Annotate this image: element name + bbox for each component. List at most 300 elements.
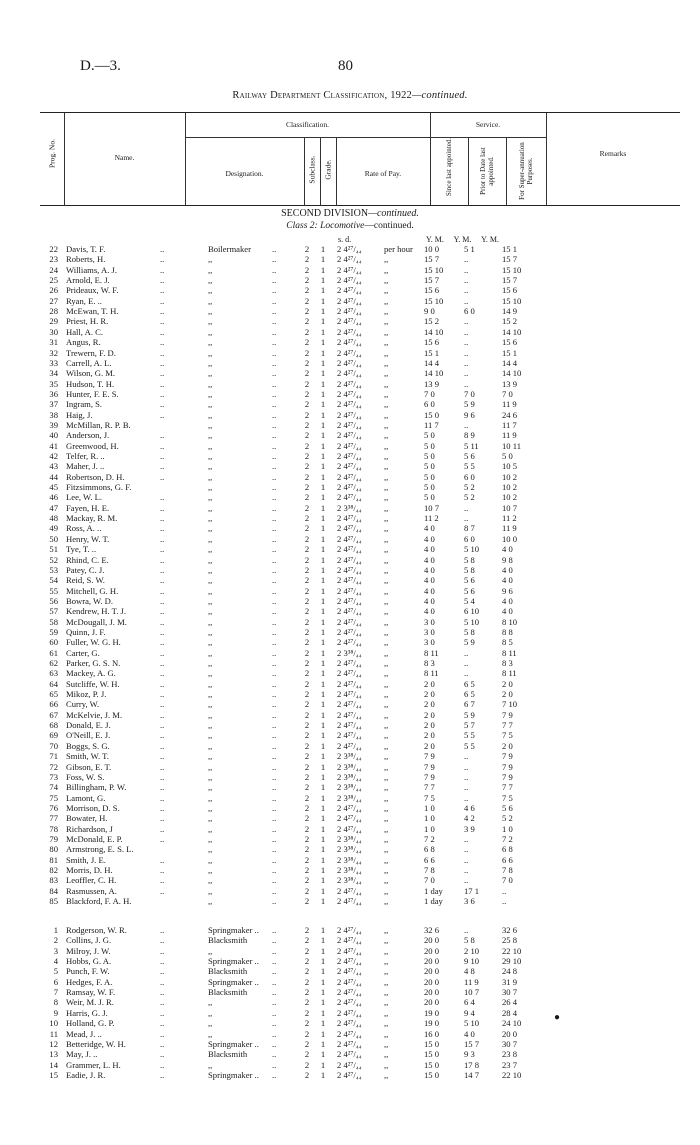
leader-dots: .. bbox=[272, 896, 277, 907]
leader-dots: .. bbox=[272, 347, 277, 358]
table-row bbox=[0, 534, 700, 544]
rate-unit: ,, bbox=[384, 492, 389, 503]
leader-dots: .. bbox=[272, 945, 277, 956]
service-prior: 6 0 bbox=[464, 306, 475, 317]
subclass: 2 bbox=[304, 254, 310, 265]
rate-of-pay: 2 4²⁷/₄₄ bbox=[337, 275, 362, 286]
service-since-last: 15 2 bbox=[424, 316, 440, 327]
subclass: 2 bbox=[304, 430, 310, 441]
subclass: 2 bbox=[304, 275, 310, 286]
leader-dots: .. bbox=[160, 544, 165, 555]
rate-of-pay: 2 4²⁷/₄₄ bbox=[337, 326, 362, 337]
prog-no: 52 bbox=[49, 554, 58, 565]
designation: ,, bbox=[208, 833, 213, 844]
service-superannuation: 10 2 bbox=[502, 492, 518, 503]
header-divider bbox=[468, 137, 469, 205]
service-since-last: 5 0 bbox=[424, 451, 435, 461]
designation: Springmaker .. bbox=[208, 1069, 259, 1080]
prog-no: 46 bbox=[49, 492, 58, 503]
table-header bbox=[40, 112, 680, 206]
leader-dots: .. bbox=[272, 771, 277, 782]
subclass: 2 bbox=[304, 1028, 310, 1039]
leader-dots: .. bbox=[160, 388, 165, 399]
rate-unit: ,, bbox=[384, 326, 389, 337]
caption-main: Railway Department Classification, 1922 bbox=[232, 90, 413, 101]
leader-dots: .. bbox=[160, 564, 165, 575]
rate-of-pay: 2 4²⁷/₄₄ bbox=[337, 306, 362, 317]
grade: 1 bbox=[320, 1038, 326, 1049]
employee-name: McDonald, E. P. bbox=[66, 833, 123, 844]
service-superannuation: 10 5 bbox=[502, 461, 518, 472]
leader-dots: .. bbox=[160, 316, 165, 327]
grade: 1 bbox=[320, 730, 326, 741]
subclass: 2 bbox=[304, 523, 310, 534]
service-since-last: 15 10 bbox=[424, 295, 444, 306]
rate-unit: ,, bbox=[384, 782, 389, 793]
service-superannuation: 2 0 bbox=[502, 678, 513, 689]
leader-dots: .. bbox=[160, 254, 165, 265]
service-superannuation: .. bbox=[502, 885, 507, 896]
service-superannuation: 29 10 bbox=[502, 956, 522, 967]
service-superannuation: 10 11 bbox=[502, 440, 522, 451]
prog-no: 30 bbox=[49, 326, 58, 337]
grade: 1 bbox=[320, 896, 326, 907]
grade: 1 bbox=[320, 668, 326, 679]
employee-name: Ryan, E. .. bbox=[66, 295, 102, 306]
rate-of-pay: 2 4²⁷/₄₄ bbox=[337, 802, 362, 813]
leader-dots: .. bbox=[160, 378, 165, 389]
leader-dots: .. bbox=[272, 564, 277, 575]
grade: 1 bbox=[320, 337, 326, 348]
rate-unit: ,, bbox=[384, 956, 389, 967]
prog-no: 29 bbox=[49, 316, 58, 327]
service-prior: 14 7 bbox=[464, 1069, 480, 1080]
designation: ,, bbox=[208, 997, 213, 1008]
rate-of-pay: 2 4²⁷/₄₄ bbox=[337, 316, 362, 327]
prog-no: 13 bbox=[49, 1049, 58, 1060]
rate-of-pay: 2 3³⁸/₄₄ bbox=[337, 792, 362, 803]
rate-of-pay: 2 4²⁷/₄₄ bbox=[337, 678, 362, 689]
grade: 1 bbox=[320, 419, 326, 430]
leader-dots: .. bbox=[160, 885, 165, 896]
header-divider bbox=[320, 137, 321, 205]
designation: Springmaker .. bbox=[208, 976, 259, 987]
prog-no: 73 bbox=[49, 771, 58, 782]
prog-no: 77 bbox=[49, 813, 58, 824]
designation: ,, bbox=[208, 616, 213, 627]
service-prior: 5 10 bbox=[464, 544, 480, 555]
service-since-last: 2 0 bbox=[424, 720, 435, 731]
designation: ,, bbox=[208, 823, 213, 834]
service-since-last: 14 10 bbox=[424, 368, 444, 379]
employee-name: Lee, W. L. bbox=[66, 492, 103, 503]
employee-name: Tye, T. .. bbox=[66, 544, 97, 555]
rate-unit: ,, bbox=[384, 275, 389, 286]
designation: Boilermaker bbox=[208, 244, 251, 254]
subclass: 2 bbox=[304, 585, 310, 596]
service-prior: 10 7 bbox=[464, 987, 480, 998]
leader-dots: .. bbox=[272, 1038, 277, 1049]
leader-dots: .. bbox=[160, 823, 165, 834]
grade: 1 bbox=[320, 935, 326, 946]
table-row bbox=[0, 720, 700, 730]
rate-unit: ,, bbox=[384, 357, 389, 368]
leader-dots: .. bbox=[272, 802, 277, 813]
designation: ,, bbox=[208, 1028, 213, 1039]
page-header bbox=[0, 58, 700, 76]
grade: 1 bbox=[320, 637, 326, 648]
prog-no: 38 bbox=[49, 409, 58, 420]
employee-name: Robertson, D. H. bbox=[66, 471, 125, 482]
service-prior: .. bbox=[464, 668, 469, 679]
service-since-last: 11 2 bbox=[424, 513, 439, 524]
leader-dots: .. bbox=[272, 254, 277, 265]
service-since-last: 20 0 bbox=[424, 987, 440, 998]
prog-no: 71 bbox=[49, 751, 58, 762]
leader-dots: .. bbox=[272, 875, 277, 886]
designation: ,, bbox=[208, 854, 213, 865]
page-number: 80 bbox=[338, 58, 353, 74]
service-superannuation: 15 10 bbox=[502, 264, 522, 275]
grade: 1 bbox=[320, 844, 326, 855]
designation: ,, bbox=[208, 492, 213, 503]
table-row bbox=[0, 834, 700, 844]
designation: ,, bbox=[208, 575, 213, 586]
service-superannuation: 24 6 bbox=[502, 409, 518, 420]
employee-name: Bowater, H. bbox=[66, 813, 108, 824]
service-since-last: 4 0 bbox=[424, 606, 435, 617]
subclass: 2 bbox=[304, 388, 310, 399]
rate-unit: ,, bbox=[384, 595, 389, 606]
designation: ,, bbox=[208, 544, 213, 555]
table-row bbox=[0, 285, 700, 295]
service-superannuation: 15 1 bbox=[502, 244, 518, 254]
table-row bbox=[0, 472, 700, 482]
rate-unit: ,, bbox=[384, 925, 389, 935]
designation: ,, bbox=[208, 388, 213, 399]
grade: 1 bbox=[320, 976, 326, 987]
rate-of-pay: 2 4²⁷/₄₄ bbox=[337, 347, 362, 358]
service-superannuation: 9 6 bbox=[502, 585, 513, 596]
rate-of-pay: 2 4²⁷/₄₄ bbox=[337, 337, 362, 348]
table-row bbox=[0, 668, 700, 678]
employee-name: Angus, R. bbox=[66, 337, 101, 348]
subclass: 2 bbox=[304, 997, 310, 1008]
table-row bbox=[0, 896, 700, 906]
leader-dots: .. bbox=[272, 502, 277, 513]
leader-dots: .. bbox=[272, 689, 277, 700]
rate-of-pay: 2 3³⁸/₄₄ bbox=[337, 647, 362, 658]
grade: 1 bbox=[320, 966, 326, 977]
table-row bbox=[0, 348, 700, 358]
leader-dots: .. bbox=[272, 1049, 277, 1060]
prog-no: 68 bbox=[49, 720, 58, 731]
designation: ,, bbox=[208, 792, 213, 803]
service-prior: 5 10 bbox=[464, 1018, 480, 1029]
leader-dots: .. bbox=[272, 419, 277, 430]
leader-dots: .. bbox=[272, 885, 277, 896]
employee-name: Hedges, F. A. bbox=[66, 976, 113, 987]
caption-suffix: —continued. bbox=[412, 90, 468, 101]
grade: 1 bbox=[320, 678, 326, 689]
service-since-last: 1 day bbox=[424, 885, 443, 896]
employee-name: Fuller, W. G. H. bbox=[66, 637, 121, 648]
employee-name: Mackay, R. M. bbox=[66, 513, 118, 524]
designation: Blacksmith bbox=[208, 1049, 248, 1060]
employee-name: Gibson, E. T. bbox=[66, 761, 112, 772]
employee-name: Grammer, L. H. bbox=[66, 1059, 121, 1070]
grade: 1 bbox=[320, 875, 326, 886]
service-prior: 6 5 bbox=[464, 689, 475, 700]
rate-of-pay: 2 4²⁷/₄₄ bbox=[337, 966, 362, 977]
leader-dots: .. bbox=[272, 306, 277, 317]
prog-no: 58 bbox=[49, 616, 58, 627]
subclass: 2 bbox=[304, 1069, 310, 1080]
service-since-last: 19 0 bbox=[424, 1007, 440, 1018]
service-superannuation: 8 11 bbox=[502, 668, 517, 679]
grade: 1 bbox=[320, 440, 326, 451]
service-prior: 5 5 bbox=[464, 730, 475, 741]
subclass: 2 bbox=[304, 502, 310, 513]
employee-name: Ross, A. .. bbox=[66, 523, 102, 534]
rate-unit: ,, bbox=[384, 626, 389, 637]
employee-name: Blackford, F. A. H. bbox=[66, 896, 132, 907]
leader-dots: .. bbox=[272, 378, 277, 389]
designation: ,, bbox=[208, 482, 213, 493]
service-superannuation: 22 10 bbox=[502, 945, 522, 956]
rate-unit: ,, bbox=[384, 451, 389, 461]
leader-dots: .. bbox=[272, 925, 277, 935]
table-row bbox=[0, 637, 700, 647]
prog-no: 61 bbox=[49, 647, 58, 658]
prog-no: 85 bbox=[49, 896, 58, 907]
employee-name: Holland, G. P. bbox=[66, 1018, 115, 1029]
prog-no: 4 bbox=[53, 956, 58, 967]
leader-dots: .. bbox=[160, 533, 165, 544]
rate-unit: ,, bbox=[384, 564, 389, 575]
rate-unit: ,, bbox=[384, 802, 389, 813]
service-prior: .. bbox=[464, 761, 469, 772]
rate-of-pay: 2 4²⁷/₄₄ bbox=[337, 935, 362, 946]
prog-no: 26 bbox=[49, 285, 58, 296]
leader-dots: .. bbox=[160, 987, 165, 998]
table-row bbox=[0, 886, 700, 896]
table-row bbox=[0, 379, 700, 389]
prog-no: 64 bbox=[49, 678, 58, 689]
rate-of-pay: 2 4²⁷/₄₄ bbox=[337, 368, 362, 379]
service-units: Y. M. Y. M. Y. M. bbox=[426, 235, 499, 244]
leader-dots: .. bbox=[272, 357, 277, 368]
service-prior: .. bbox=[464, 275, 469, 286]
table-row bbox=[0, 627, 700, 637]
table-row bbox=[0, 482, 700, 492]
leader-dots: .. bbox=[160, 997, 165, 1008]
subclass: 2 bbox=[304, 440, 310, 451]
leader-dots: .. bbox=[272, 976, 277, 987]
rate-unit: ,, bbox=[384, 616, 389, 627]
grade-header: Grade. bbox=[323, 159, 333, 180]
rate-of-pay: 2 4²⁷/₄₄ bbox=[337, 1018, 362, 1029]
leader-dots: .. bbox=[160, 626, 165, 637]
prog-no: 67 bbox=[49, 709, 58, 720]
prog-no: 27 bbox=[49, 295, 58, 306]
service-superannuation: 30 7 bbox=[502, 1038, 518, 1049]
service-superannuation: 13 9 bbox=[502, 378, 518, 389]
leader-dots: .. bbox=[160, 244, 165, 254]
service-since-last: 15 0 bbox=[424, 1069, 440, 1080]
subclass: 2 bbox=[304, 595, 310, 606]
designation: ,, bbox=[208, 275, 213, 286]
subclass: 2 bbox=[304, 658, 310, 668]
service-since-last: 2 0 bbox=[424, 709, 435, 720]
prog-no: 12 bbox=[49, 1038, 58, 1049]
service-prior: .. bbox=[464, 326, 469, 337]
service-prior: 4 0 bbox=[464, 1028, 475, 1039]
service-superannuation: 14 10 bbox=[502, 368, 522, 379]
leader-dots: .. bbox=[160, 440, 165, 451]
subclass: 2 bbox=[304, 244, 310, 254]
service-prior: .. bbox=[464, 368, 469, 379]
service-superannuation: 11 2 bbox=[502, 513, 517, 524]
service-prior: 5 2 bbox=[464, 492, 475, 503]
service-prior: 5 8 bbox=[464, 564, 475, 575]
rate-unit: ,, bbox=[384, 792, 389, 803]
grade: 1 bbox=[320, 782, 326, 793]
service-since-last: 11 7 bbox=[424, 419, 439, 430]
subclass: 2 bbox=[304, 730, 310, 741]
leader-dots: .. bbox=[272, 813, 277, 824]
grade: 1 bbox=[320, 471, 326, 482]
prog-no: 47 bbox=[49, 502, 58, 513]
employee-name: Sutcliffe, W. H. bbox=[66, 678, 120, 689]
service-since-last: 4 0 bbox=[424, 523, 435, 534]
service-superannuation: 7 8 bbox=[502, 865, 513, 875]
designation: ,, bbox=[208, 699, 213, 710]
prog-no: 69 bbox=[49, 730, 58, 741]
prog-no: 8 bbox=[53, 997, 58, 1008]
service-since-last: 7 9 bbox=[424, 771, 435, 782]
employee-name: Anderson, J. bbox=[66, 430, 110, 441]
leader-dots: .. bbox=[160, 347, 165, 358]
rate-of-pay: 2 4²⁷/₄₄ bbox=[337, 399, 362, 410]
rate-unit: ,, bbox=[384, 865, 389, 875]
leader-dots: .. bbox=[160, 1049, 165, 1060]
rate-unit: ,, bbox=[384, 544, 389, 555]
employee-name: Rasmussen, A. bbox=[66, 885, 117, 896]
prog-no: 80 bbox=[49, 844, 58, 855]
leader-dots: .. bbox=[272, 678, 277, 689]
designation: ,, bbox=[208, 326, 213, 337]
designation: ,, bbox=[208, 885, 213, 896]
rate-of-pay: 2 4²⁷/₄₄ bbox=[337, 585, 362, 596]
rate-unit: ,, bbox=[384, 823, 389, 834]
leader-dots: .. bbox=[272, 854, 277, 865]
service-superannuation: 7 9 bbox=[502, 771, 513, 782]
subclass: 2 bbox=[304, 1038, 310, 1049]
superannuation-header: For Super-annuation Purposes. bbox=[518, 142, 534, 200]
service-since-last: 3 0 bbox=[424, 637, 435, 648]
leader-dots: .. bbox=[160, 647, 165, 658]
leader-dots: .. bbox=[160, 709, 165, 720]
service-since-last: 15 6 bbox=[424, 337, 440, 348]
leader-dots: .. bbox=[160, 451, 165, 461]
service-prior: .. bbox=[464, 647, 469, 658]
service-superannuation: 11 7 bbox=[502, 419, 517, 430]
service-since-last: 1 0 bbox=[424, 823, 435, 834]
rate-of-pay: 2 3³⁸/₄₄ bbox=[337, 782, 362, 793]
rate-of-pay: 2 4²⁷/₄₄ bbox=[337, 740, 362, 751]
employee-name: Mitchell, G. H. bbox=[66, 585, 119, 596]
rate-unit: ,, bbox=[384, 833, 389, 844]
table-row bbox=[0, 689, 700, 699]
rate-unit: ,, bbox=[384, 761, 389, 772]
rate-unit: ,, bbox=[384, 668, 389, 679]
service-superannuation: 23 8 bbox=[502, 1049, 518, 1060]
designation: Blacksmith bbox=[208, 966, 248, 977]
designation: ,, bbox=[208, 316, 213, 327]
grade: 1 bbox=[320, 1007, 326, 1018]
prog-no: 78 bbox=[49, 823, 58, 834]
prog-no: 66 bbox=[49, 699, 58, 710]
service-prior: 5 10 bbox=[464, 616, 480, 627]
table-row bbox=[0, 523, 700, 533]
service-since-last: 10 7 bbox=[424, 502, 440, 513]
rate-unit: ,, bbox=[384, 637, 389, 648]
employee-name: Wilson, G. M. bbox=[66, 368, 116, 379]
service-since-last: 8 3 bbox=[424, 658, 435, 668]
prog-no: 48 bbox=[49, 513, 58, 524]
leader-dots: .. bbox=[160, 1018, 165, 1029]
rate-unit: ,, bbox=[384, 966, 389, 977]
employee-name: Boggs, S. G. bbox=[66, 740, 110, 751]
designation: ,, bbox=[208, 637, 213, 648]
rate-of-pay: 2 4²⁷/₄₄ bbox=[337, 575, 362, 586]
subclass: 2 bbox=[304, 513, 310, 524]
service-prior: .. bbox=[464, 771, 469, 782]
grade: 1 bbox=[320, 585, 326, 596]
prog-no: 40 bbox=[49, 430, 58, 441]
service-prior: 6 7 bbox=[464, 699, 475, 710]
grade: 1 bbox=[320, 956, 326, 967]
prog-no: 24 bbox=[49, 264, 58, 275]
prior-to-header: Prior to Date last appointed. bbox=[479, 147, 495, 195]
designation: ,, bbox=[208, 337, 213, 348]
class-label: Class 2: bbox=[286, 221, 318, 231]
service-superannuation: 5 6 bbox=[502, 802, 513, 813]
prog-no: 49 bbox=[49, 523, 58, 534]
prog-no: 35 bbox=[49, 378, 58, 389]
designation: ,, bbox=[208, 606, 213, 617]
designation: ,, bbox=[208, 720, 213, 731]
rate-unit: ,, bbox=[384, 730, 389, 741]
service-superannuation: 10 2 bbox=[502, 482, 518, 493]
service-prior: .. bbox=[464, 316, 469, 327]
leader-dots: .. bbox=[272, 316, 277, 327]
service-superannuation: 20 0 bbox=[502, 1028, 518, 1039]
table-row bbox=[0, 296, 700, 306]
employee-name: Hobbs, G. A. bbox=[66, 956, 112, 967]
grade: 1 bbox=[320, 740, 326, 751]
leader-dots: .. bbox=[160, 925, 165, 935]
table-row bbox=[0, 441, 700, 451]
designation: ,, bbox=[208, 782, 213, 793]
prog-no: 50 bbox=[49, 533, 58, 544]
service-superannuation: .. bbox=[502, 896, 507, 907]
rate-unit: ,, bbox=[384, 461, 389, 472]
service-since-last: 14 4 bbox=[424, 357, 440, 368]
prog-no: 75 bbox=[49, 792, 58, 803]
service-superannuation: 8 8 bbox=[502, 626, 513, 637]
